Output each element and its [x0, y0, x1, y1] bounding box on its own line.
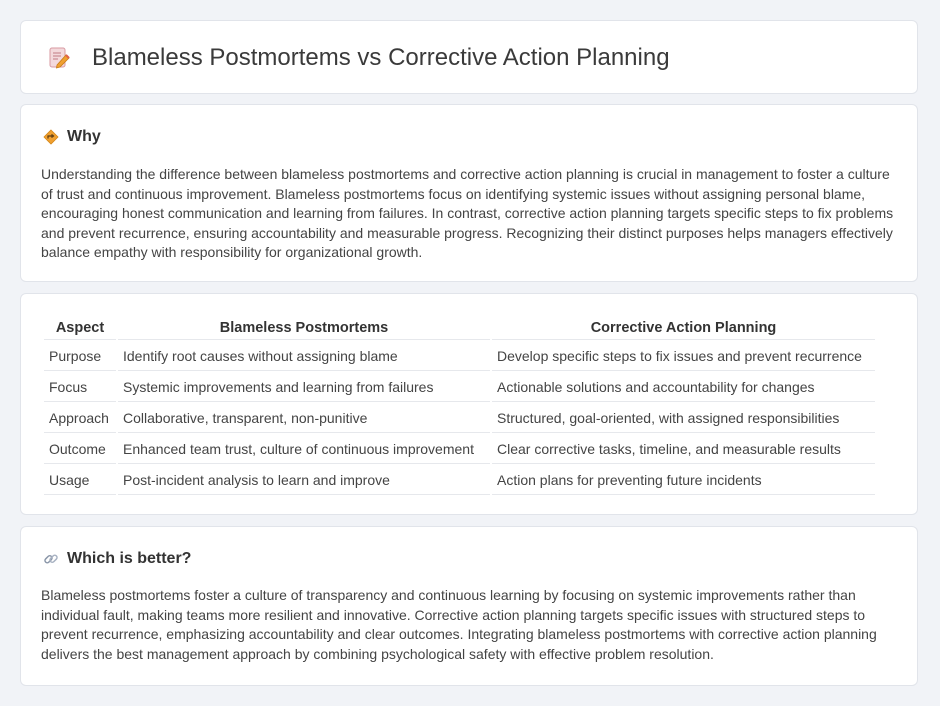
why-section: [20, 104, 918, 282]
which-is-better-section: [20, 526, 918, 686]
table-row: [44, 466, 875, 495]
cell-aspect: Purpose: [44, 342, 116, 371]
better-body: Blameless postmortems foster a culture of transparency and continuous learning by focusing on systemic improvements rather than individual fault, making teams more resilient and innovative. Corrective action planning targets specific issues with structured steps to prevent recurrence, emphasizing accountability and clear outcomes. Integrating blameless postmortems with corrective action planning delivers the best management approach by combining psychological safety with effective problem resolution.: [41, 587, 877, 662]
link-icon: [43, 551, 59, 567]
table-header-row: [44, 317, 875, 340]
comparison-section: [20, 293, 918, 515]
page-title: Blameless Postmortems vs Corrective Action Planning: [92, 44, 670, 71]
cell-corrective: Clear corrective tasks, timeline, and measurable results: [492, 435, 875, 464]
cell-corrective: Action plans for preventing future incidents: [492, 466, 875, 495]
cell-blameless: Post-incident analysis to learn and improve: [118, 466, 490, 495]
comparison-table: [42, 315, 877, 497]
cell-aspect: Approach: [44, 404, 116, 433]
cell-corrective: Actionable solutions and accountability for changes: [492, 373, 875, 402]
cell-blameless: Collaborative, transparent, non-punitive: [118, 404, 490, 433]
cell-corrective: Structured, goal-oriented, with assigned responsibilities: [492, 404, 875, 433]
title-card: [20, 20, 918, 94]
cell-blameless: Identify root causes without assigning blame: [118, 342, 490, 371]
header-corrective: Corrective Action Planning: [492, 317, 875, 340]
cell-blameless: Enhanced team trust, culture of continuous improvement: [118, 435, 490, 464]
header-aspect: Aspect: [44, 317, 116, 340]
table-row: [44, 342, 875, 371]
table-row: [44, 404, 875, 433]
better-title: Which is better?: [67, 550, 192, 567]
table-row: [44, 435, 875, 464]
document-pencil-icon: [47, 46, 71, 70]
why-title: Why: [67, 128, 101, 145]
better-header: [43, 549, 191, 569]
diamond-direction-icon: [43, 129, 59, 145]
cell-corrective: Develop specific steps to fix issues and prevent recurrence: [492, 342, 875, 371]
cell-aspect: Outcome: [44, 435, 116, 464]
table-row: [44, 373, 875, 402]
why-body: Understanding the difference between blameless postmortems and corrective action planning is crucial in management to foster a culture of trust and continuous improvement. Blameless postmortems focus on identifying systemic issues without assigning personal blame, encouraging honest communication and learning from failures. In contrast, corrective action planning targets specific steps to fix problems and prevent recurrence, ensuring accountability and measurable progress. Recognizing their distinct purposes helps managers effectively balance empathy with responsibility for organizational growth.: [41, 166, 894, 261]
cell-aspect: Usage: [44, 466, 116, 495]
header-blameless: Blameless Postmortems: [118, 317, 490, 340]
why-header: [43, 127, 101, 147]
cell-aspect: Focus: [44, 373, 116, 402]
cell-blameless: Systemic improvements and learning from failures: [118, 373, 490, 402]
